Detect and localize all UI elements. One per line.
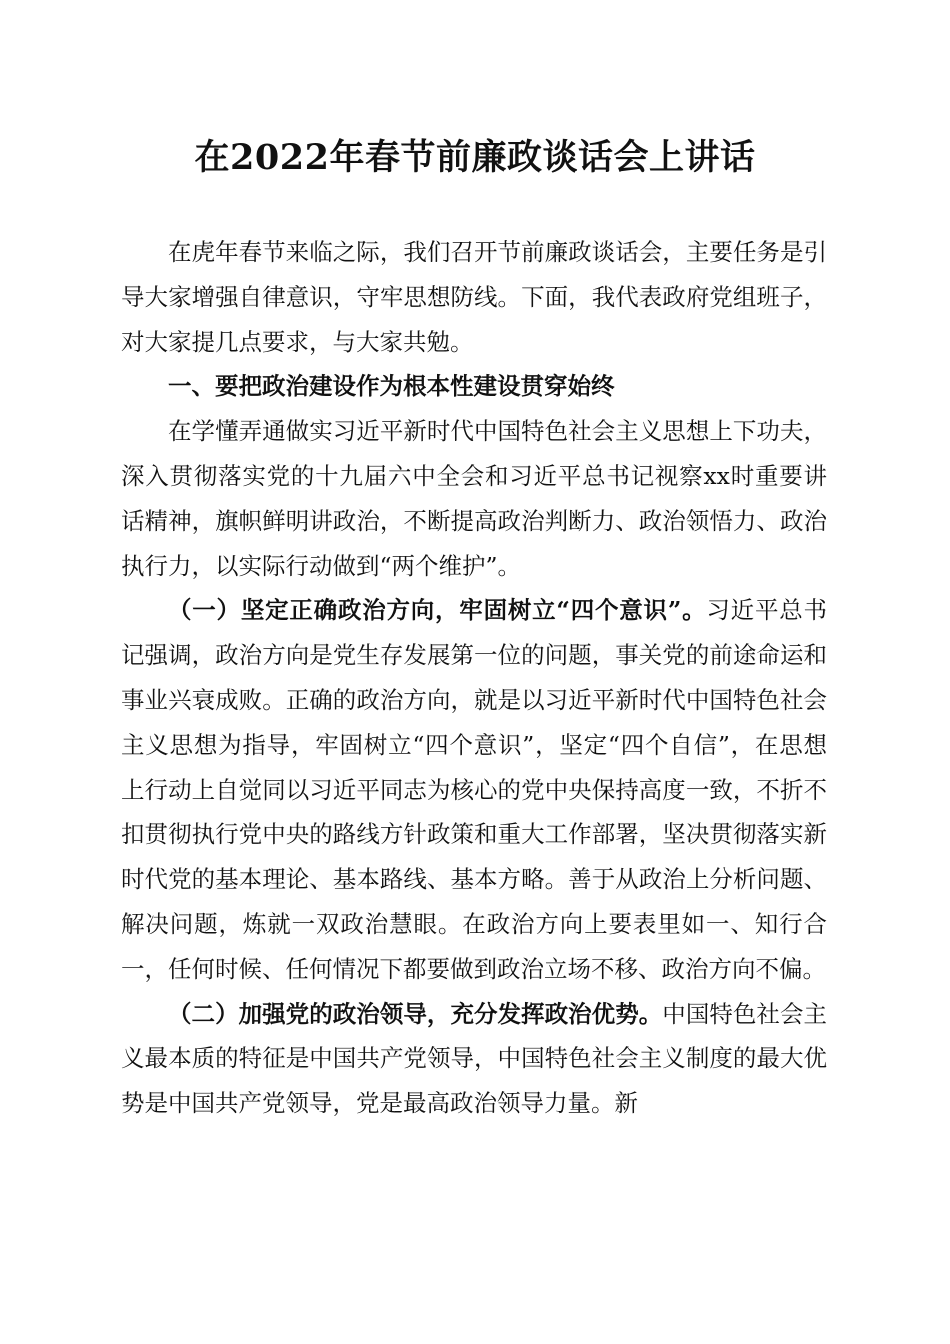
document-body [121,230,827,1126]
subsection-paragraph-1 [121,588,827,991]
subsection-text-2: 中国特色社会主义最本质的特征是中国共产党领导，中国特色社会主义制度的最大优势是中国共产党领导，党是最高政治领导力量。新 [121,999,828,1118]
section-heading: 一、要把政治建设作为根本性建设贯穿始终 [168,372,615,401]
document-title: 在2022年春节前廉政谈话会上讲话 [194,137,756,178]
intro-paragraph: 在虎年春节来临之际，我们召开节前廉政谈话会，主要任务是引导大家增强自律意识，守牢思想防线。下面，我代表政府党组班子，对大家提几点要求，与大家共勉。 [121,238,827,356]
subsection-text-1: 习近平总书记强调，政治方向是党生存发展第一位的问题，事关党的前途命运和事业兴衰成败。正确的政治方向，就是以习近平新时代中国特色社会主义思想为指导，牢固树立“四个意识”，坚定“四个自信”，在思想上行动上自觉同以习近平同志为核心的党中央保持高度一致，不折不扣贯彻执行党中央的路线方针政策和重大工作部署，坚决贯彻落实新时代党的基本理论、基本路线、基本方略。善于从政治上分析问题、解决问题，炼就一双政治慧眼。在政治方向上要表里如一、知行合一，任何时候、任何情况下都要做到政治立场不移、政治方向不偏。 [121,596,827,983]
subsection-lead-2: （二）加强党的政治领导，充分发挥政治优势。 [168,999,663,1028]
section-paragraph: 在学懂弄通做实习近平新时代中国特色社会主义思想上下功夫，深入贯彻落实党的十九届六中全会和习近平总书记视察xx时重要讲话精神，旗帜鲜明讲政治，不断提高政治判断力、政治领悟力、政治执行力，以实际行动做到“两个维护”。 [121,417,827,580]
subsection-lead-1: （一）坚定正确政治方向，牢固树立“四个意识”。 [168,596,707,625]
subsection-paragraph-2 [121,992,827,1126]
